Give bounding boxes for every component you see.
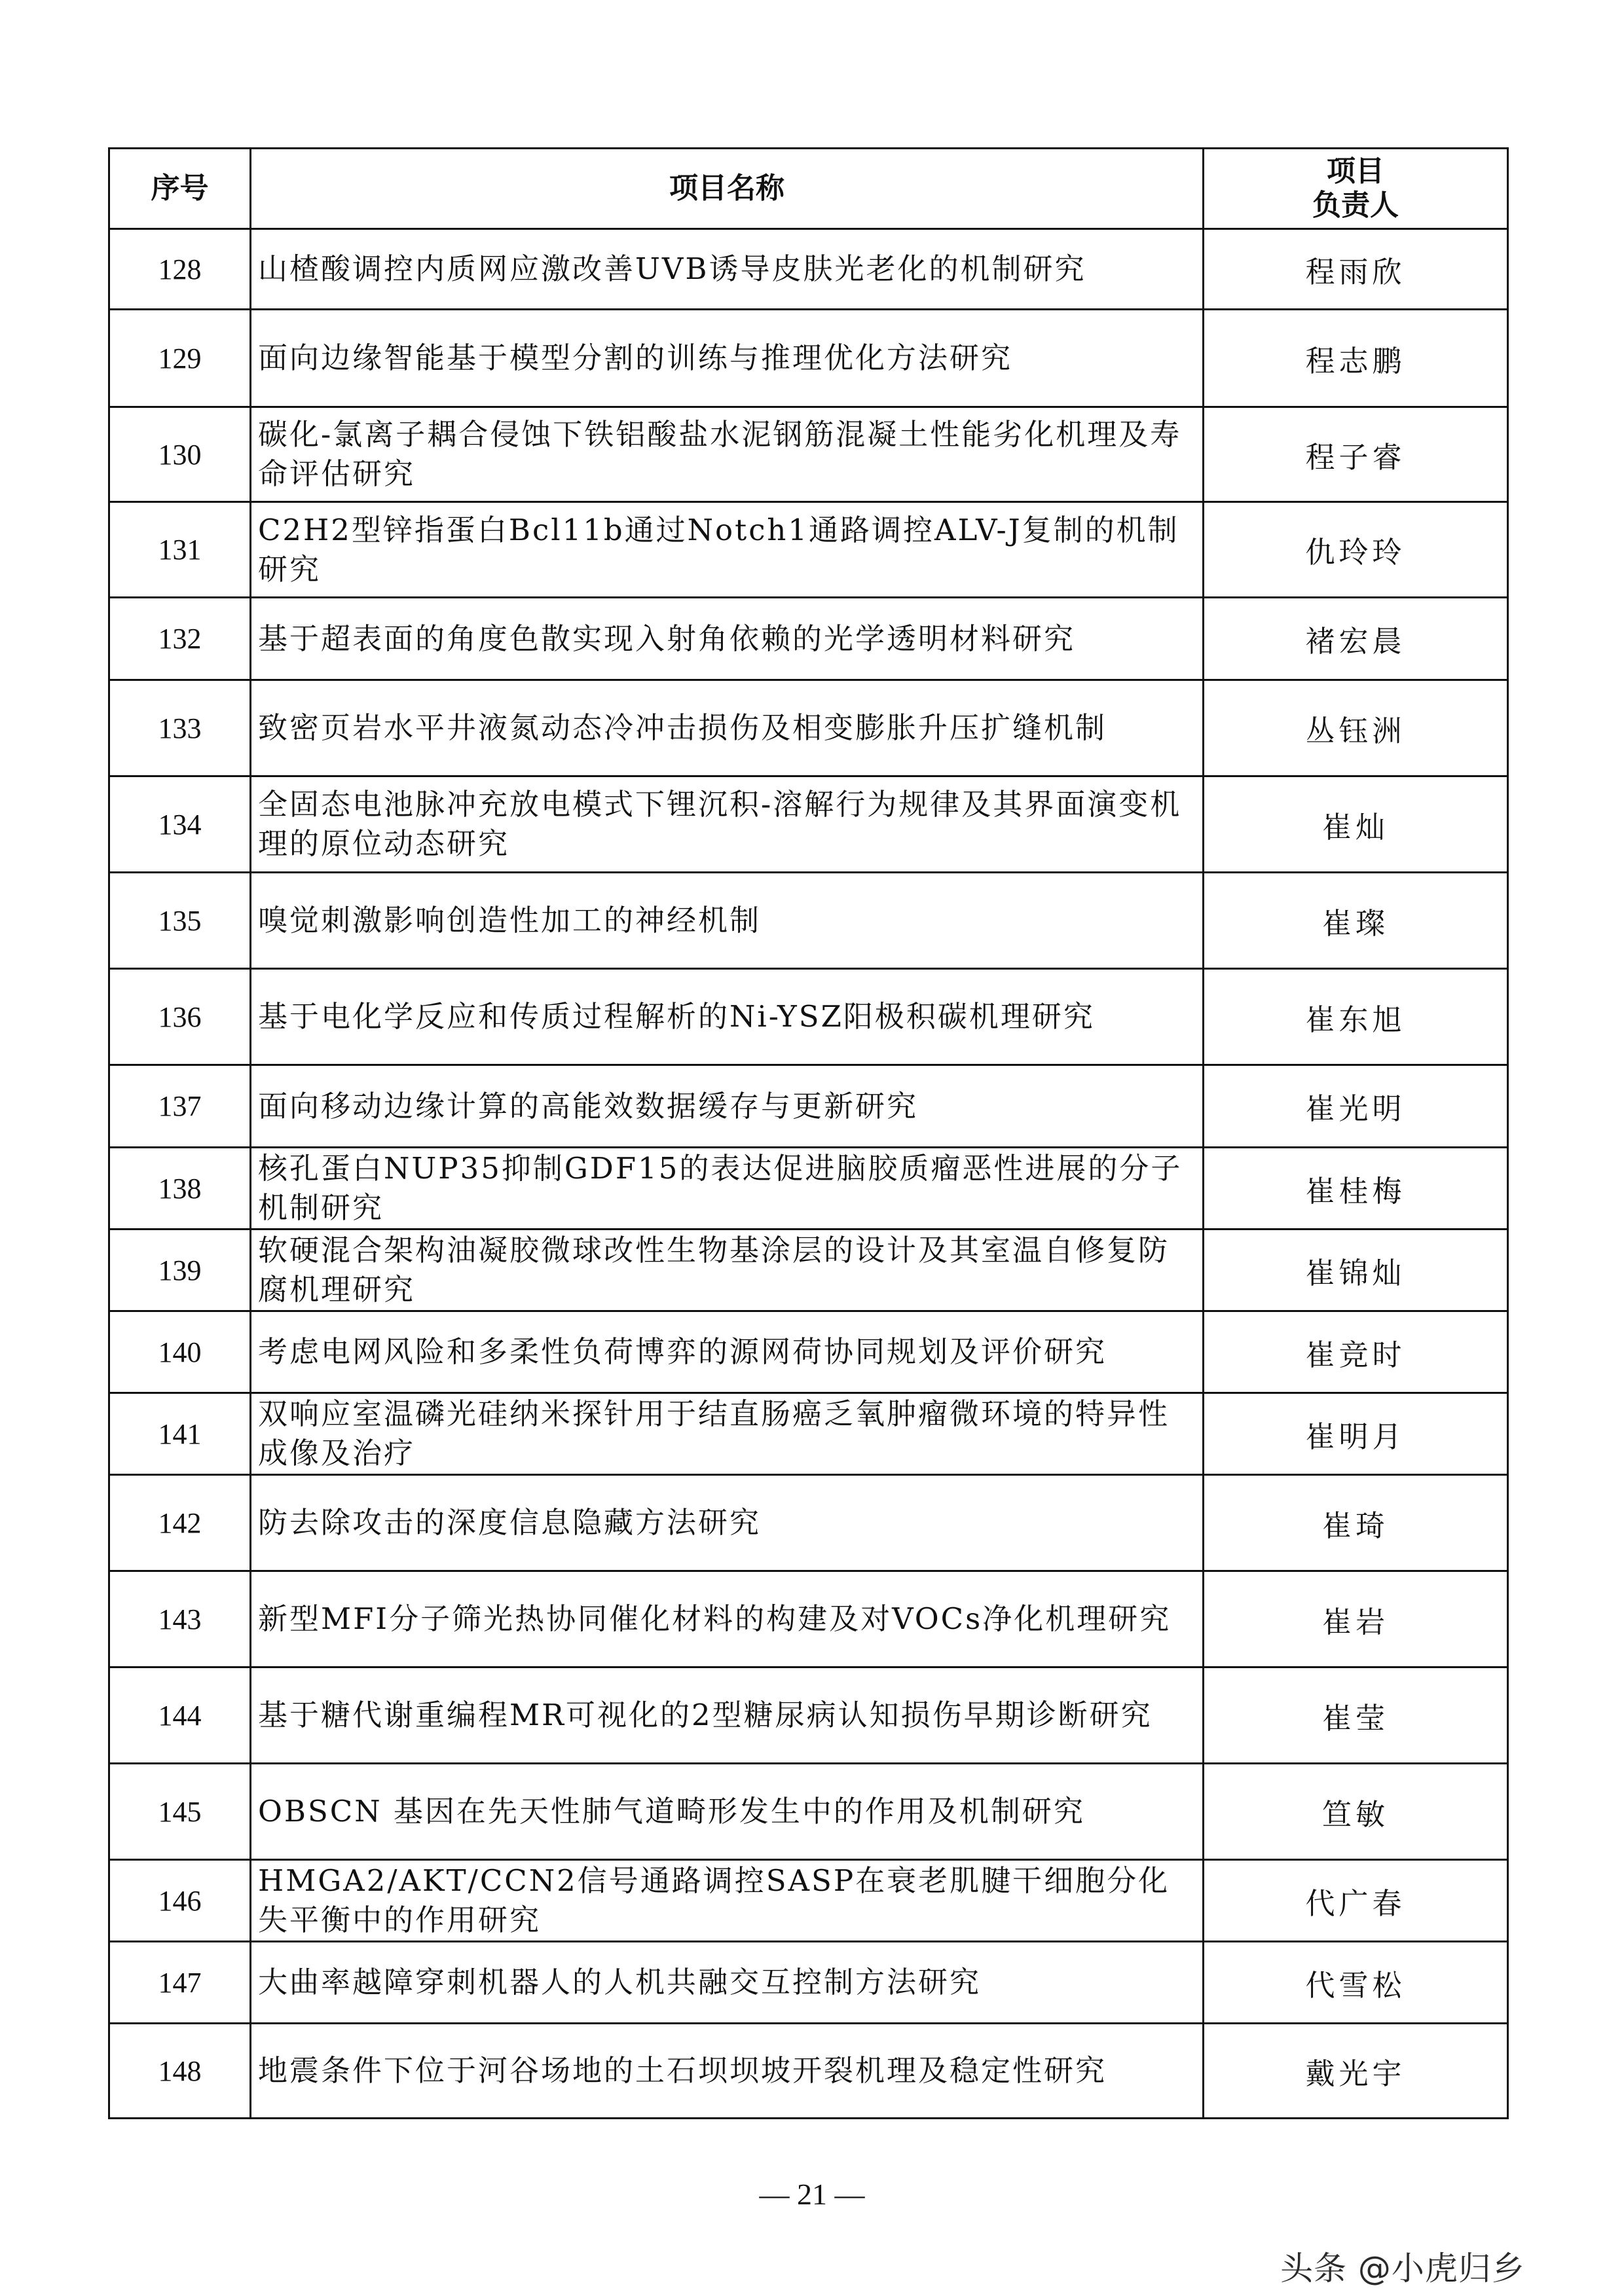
table-header-row — [109, 149, 1508, 229]
row-responsible: 程雨欣 — [1204, 229, 1508, 310]
row-project-name: OBSCN 基因在先天性肺气道畸形发生中的作用及机制研究 — [251, 1764, 1204, 1860]
row-responsible: 崔岩 — [1204, 1571, 1508, 1667]
row-project-name: 面向边缘智能基于模型分割的训练与推理优化方法研究 — [251, 310, 1204, 407]
table-row — [109, 873, 1508, 969]
row-project-name: 防去除攻击的深度信息隐藏方法研究 — [251, 1475, 1204, 1571]
table-row — [109, 1230, 1508, 1311]
table-row — [109, 1148, 1508, 1230]
row-responsible: 崔光明 — [1204, 1065, 1508, 1148]
header-responsible-line2: 负责人 — [1312, 189, 1399, 222]
row-project-name: C2H2型锌指蛋白Bcl11b通过Notch1通路调控ALV-J复制的机制研究 — [251, 502, 1204, 598]
row-number: 142 — [109, 1475, 251, 1571]
table-row — [109, 2024, 1508, 2119]
row-project-name: 基于糖代谢重编程MR可视化的2型糖尿病认知损伤早期诊断研究 — [251, 1667, 1204, 1764]
table-row — [109, 310, 1508, 407]
table-row — [109, 1764, 1508, 1860]
row-number: 136 — [109, 969, 251, 1065]
row-responsible: 崔锦灿 — [1204, 1230, 1508, 1311]
row-project-name: 基于电化学反应和传质过程解析的Ni-YSZ阳极积碳机理研究 — [251, 969, 1204, 1065]
row-number: 134 — [109, 776, 251, 873]
row-number: 132 — [109, 598, 251, 680]
row-responsible: 程志鹏 — [1204, 310, 1508, 407]
row-project-name: 考虑电网风险和多柔性负荷博弈的源网荷协同规划及评价研究 — [251, 1311, 1204, 1393]
row-project-name: 基于超表面的角度色散实现入射角依赖的光学透明材料研究 — [251, 598, 1204, 680]
row-number: 146 — [109, 1860, 251, 1942]
row-project-name: 山楂酸调控内质网应激改善UVB诱导皮肤光老化的机制研究 — [251, 229, 1204, 310]
row-number: 131 — [109, 502, 251, 598]
row-project-name: 全固态电池脉冲充放电模式下锂沉积-溶解行为规律及其界面演变机理的原位动态研究 — [251, 776, 1204, 873]
header-responsible-line1: 项目 — [1327, 155, 1384, 188]
row-project-name: 双响应室温磷光硅纳米探针用于结直肠癌乏氧肿瘤微环境的特异性成像及治疗 — [251, 1393, 1204, 1475]
row-number: 130 — [109, 407, 251, 502]
table-row — [109, 1065, 1508, 1148]
table-row — [109, 1667, 1508, 1764]
row-project-name: 新型MFI分子筛光热协同催化材料的构建及对VOCs净化机理研究 — [251, 1571, 1204, 1667]
row-project-name: 嗅觉刺激影响创造性加工的神经机制 — [251, 873, 1204, 969]
table-row — [109, 680, 1508, 776]
watermark-text: 头条 @小虎归乡 — [1280, 2250, 1525, 2287]
table-row — [109, 1571, 1508, 1667]
row-responsible: 代雪松 — [1204, 1942, 1508, 2024]
row-project-name: 核孔蛋白NUP35抑制GDF15的表达促进脑胶质瘤恶性进展的分子机制研究 — [251, 1148, 1204, 1230]
row-responsible: 戴光宇 — [1204, 2024, 1508, 2119]
row-responsible: 丛钰洲 — [1204, 680, 1508, 776]
table-row — [109, 502, 1508, 598]
row-number: 133 — [109, 680, 251, 776]
row-responsible: 崔莹 — [1204, 1667, 1508, 1764]
row-number: 138 — [109, 1148, 251, 1230]
row-project-name: 大曲率越障穿刺机器人的人机共融交互控制方法研究 — [251, 1942, 1204, 2024]
row-responsible: 仇玲玲 — [1204, 502, 1508, 598]
header-seq: 序号 — [109, 149, 251, 229]
table-row — [109, 598, 1508, 680]
row-number: 135 — [109, 873, 251, 969]
row-responsible: 崔璨 — [1204, 873, 1508, 969]
header-responsible — [1204, 149, 1508, 229]
row-project-name: 软硬混合架构油凝胶微球改性生物基涂层的设计及其室温自修复防腐机理研究 — [251, 1230, 1204, 1311]
row-number: 139 — [109, 1230, 251, 1311]
row-number: 145 — [109, 1764, 251, 1860]
row-number: 128 — [109, 229, 251, 310]
row-project-name: 致密页岩水平井液氮动态冷冲击损伤及相变膨胀升压扩缝机制 — [251, 680, 1204, 776]
table-row — [109, 229, 1508, 310]
table-row — [109, 1311, 1508, 1393]
row-number: 129 — [109, 310, 251, 407]
project-table — [108, 147, 1509, 2119]
row-number: 137 — [109, 1065, 251, 1148]
row-number: 141 — [109, 1393, 251, 1475]
row-responsible: 程子睿 — [1204, 407, 1508, 502]
row-responsible: 笪敏 — [1204, 1764, 1508, 1860]
row-project-name: 地震条件下位于河谷场地的土石坝坝坡开裂机理及稳定性研究 — [251, 2024, 1204, 2119]
row-number: 143 — [109, 1571, 251, 1667]
table-row — [109, 1475, 1508, 1571]
page-number: — 21 — — [759, 2178, 865, 2211]
row-responsible: 代广春 — [1204, 1860, 1508, 1942]
row-project-name: 面向移动边缘计算的高能效数据缓存与更新研究 — [251, 1065, 1204, 1148]
row-responsible: 褚宏晨 — [1204, 598, 1508, 680]
row-project-name: HMGA2/AKT/CCN2信号通路调控SASP在衰老肌腱干细胞分化失平衡中的作用研究 — [251, 1860, 1204, 1942]
table-row — [109, 1860, 1508, 1942]
row-number: 148 — [109, 2024, 251, 2119]
row-responsible: 崔灿 — [1204, 776, 1508, 873]
header-project-name: 项目名称 — [251, 149, 1204, 229]
table-row — [109, 776, 1508, 873]
table-row — [109, 969, 1508, 1065]
row-responsible: 崔桂梅 — [1204, 1148, 1508, 1230]
row-number: 140 — [109, 1311, 251, 1393]
row-number: 144 — [109, 1667, 251, 1764]
row-responsible: 崔明月 — [1204, 1393, 1508, 1475]
table-row — [109, 407, 1508, 502]
row-number: 147 — [109, 1942, 251, 2024]
row-project-name: 碳化-氯离子耦合侵蚀下铁铝酸盐水泥钢筋混凝土性能劣化机理及寿命评估研究 — [251, 407, 1204, 502]
row-responsible: 崔竞时 — [1204, 1311, 1508, 1393]
table-row — [109, 1942, 1508, 2024]
row-responsible: 崔琦 — [1204, 1475, 1508, 1571]
row-responsible: 崔东旭 — [1204, 969, 1508, 1065]
table-row — [109, 1393, 1508, 1475]
